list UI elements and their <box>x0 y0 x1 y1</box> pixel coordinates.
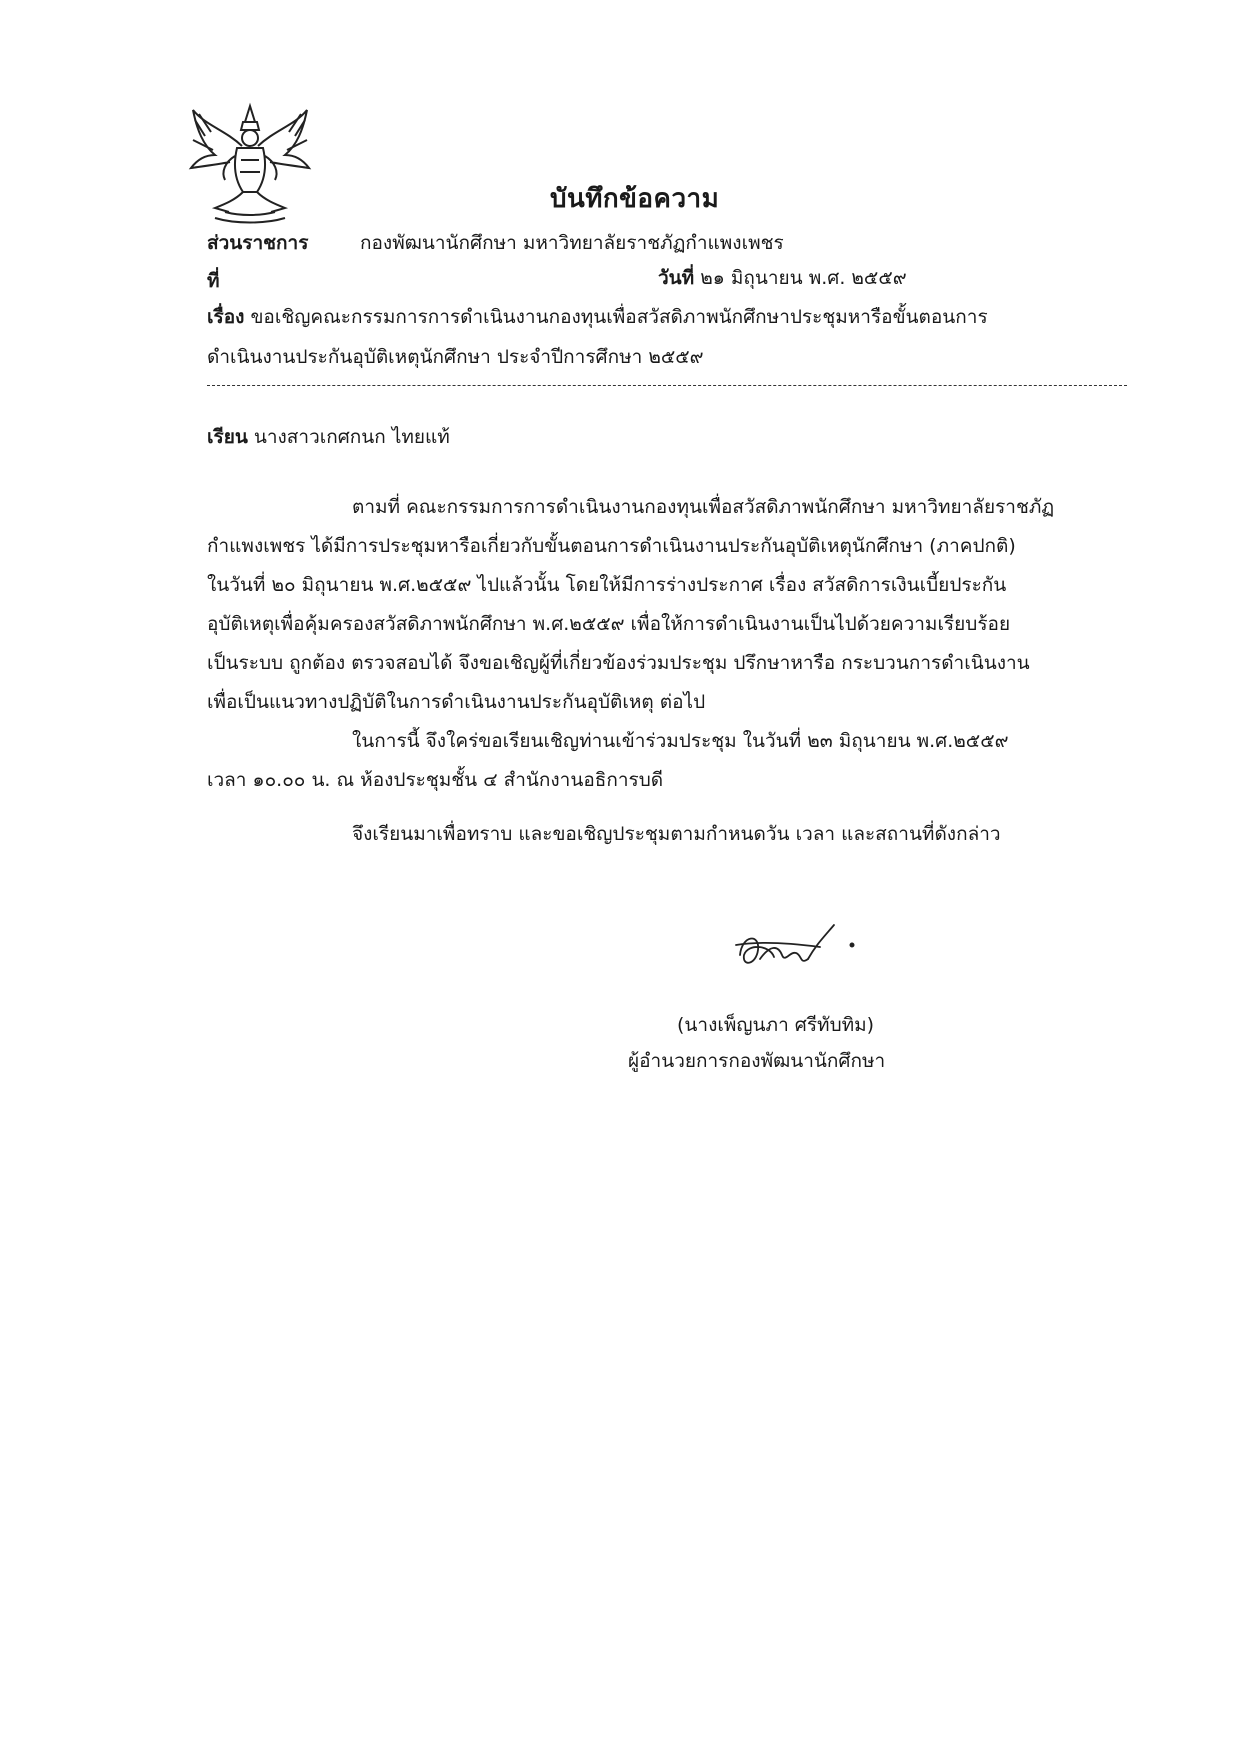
subject-label: เรื่อง <box>207 306 245 328</box>
paragraph-2 <box>207 722 1127 800</box>
handwritten-signature <box>730 915 880 985</box>
para1-lead: ตามที่ <box>352 496 401 518</box>
paragraph-3 <box>207 815 1127 854</box>
garuda-emblem-icon <box>185 100 315 230</box>
paragraph-2-line-1: ในการนี้ จึงใคร่ขอเรียนเชิญท่านเข้าร่วมประชุม ในวันที่ ๒๓ มิถุนายน พ.ศ.๒๕๕๙ <box>352 730 1009 752</box>
agency-value: กองพัฒนานักศึกษา มหาวิทยาลัยราชภัฏกำแพงเพชร <box>360 232 784 254</box>
subject-text-1: ขอเชิญคณะกรรมการการดำเนินงานกองทุนเพื่อสวัสดิภาพนักศึกษาประชุมหารือขั้นตอนการ <box>250 306 988 328</box>
recipient-line <box>207 422 450 452</box>
paragraph-1 <box>207 488 1127 722</box>
signatory-position: ผู้อำนวยการกองพัฒนานักศึกษา <box>628 1050 886 1072</box>
signatory-name: (นางเพ็ญนภา ศรีทับทิม) <box>677 1014 875 1036</box>
paragraph-1-line-1 <box>207 488 1127 527</box>
paragraph-2-line-2: เวลา ๑๐.๐๐ น. ณ ห้องประชุมชั้น ๔ สำนักงานอธิการบดี <box>207 769 664 791</box>
date-value: ๒๑ มิถุนายน พ.ศ. ๒๕๕๙ <box>700 267 907 289</box>
memo-title: บันทึกข้อความ <box>550 184 720 214</box>
recipient-label: เรียน <box>207 426 248 448</box>
paragraph-3-line-1: จึงเรียนมาเพื่อทราบ และขอเชิญประชุมตามกำหนดวัน เวลา และสถานที่ดังกล่าว <box>352 823 1001 845</box>
date-line <box>658 263 907 293</box>
subject-line-1 <box>207 302 988 332</box>
date-label: วันที่ <box>658 267 695 289</box>
paragraph-1-line-6: เพื่อเป็นแนวทางปฏิบัติในการดำเนินงานประกันอุบัติเหตุ ต่อไป <box>207 691 706 713</box>
recipient-value: นางสาวเกศกนก ไทยแท้ <box>253 426 450 448</box>
paragraph-1-line-4: อุบัติเหตุเพื่อคุ้มครองสวัสดิภาพนักศึกษา พ.ศ.๒๕๕๙ เพื่อให้การดำเนินงานเป็นไปด้วยความเรียบร้อย <box>207 613 1011 635</box>
paragraph-1-line-2: กำแพงเพชร ได้มีการประชุมหารือเกี่ยวกับขั้นตอนการดำเนินงานประกันอุบัติเหตุนักศึกษา (ภาคปกติ) <box>207 535 1016 557</box>
subject-line-2: ดำเนินงานประกันอุบัติเหตุนักศึกษา ประจำปีการศึกษา ๒๕๕๙ <box>207 346 704 368</box>
header-divider <box>207 385 1127 386</box>
agency-label: ส่วนราชการ <box>207 232 309 254</box>
para1-line1-text: คณะกรรมการการดำเนินงานกองทุนเพื่อสวัสดิภาพนักศึกษา มหาวิทยาลัยราชภัฏ <box>400 496 1055 518</box>
paragraph-1-line-5: เป็นระบบ ถูกต้อง ตรวจสอบได้ จึงขอเชิญผู้ที่เกี่ยวข้องร่วมประชุม ปรึกษาหารือ กระบวนการดำเนินงาน <box>207 652 1030 674</box>
paragraph-1-line-3: ในวันที่ ๒๐ มิถุนายน พ.ศ.๒๕๕๙ ไปแล้วนั้น โดยให้มีการร่างประกาศ เรื่อง สวัสดิการเงินเบี้ยประกัน <box>207 574 1007 596</box>
reference-label: ที่ <box>207 270 220 292</box>
